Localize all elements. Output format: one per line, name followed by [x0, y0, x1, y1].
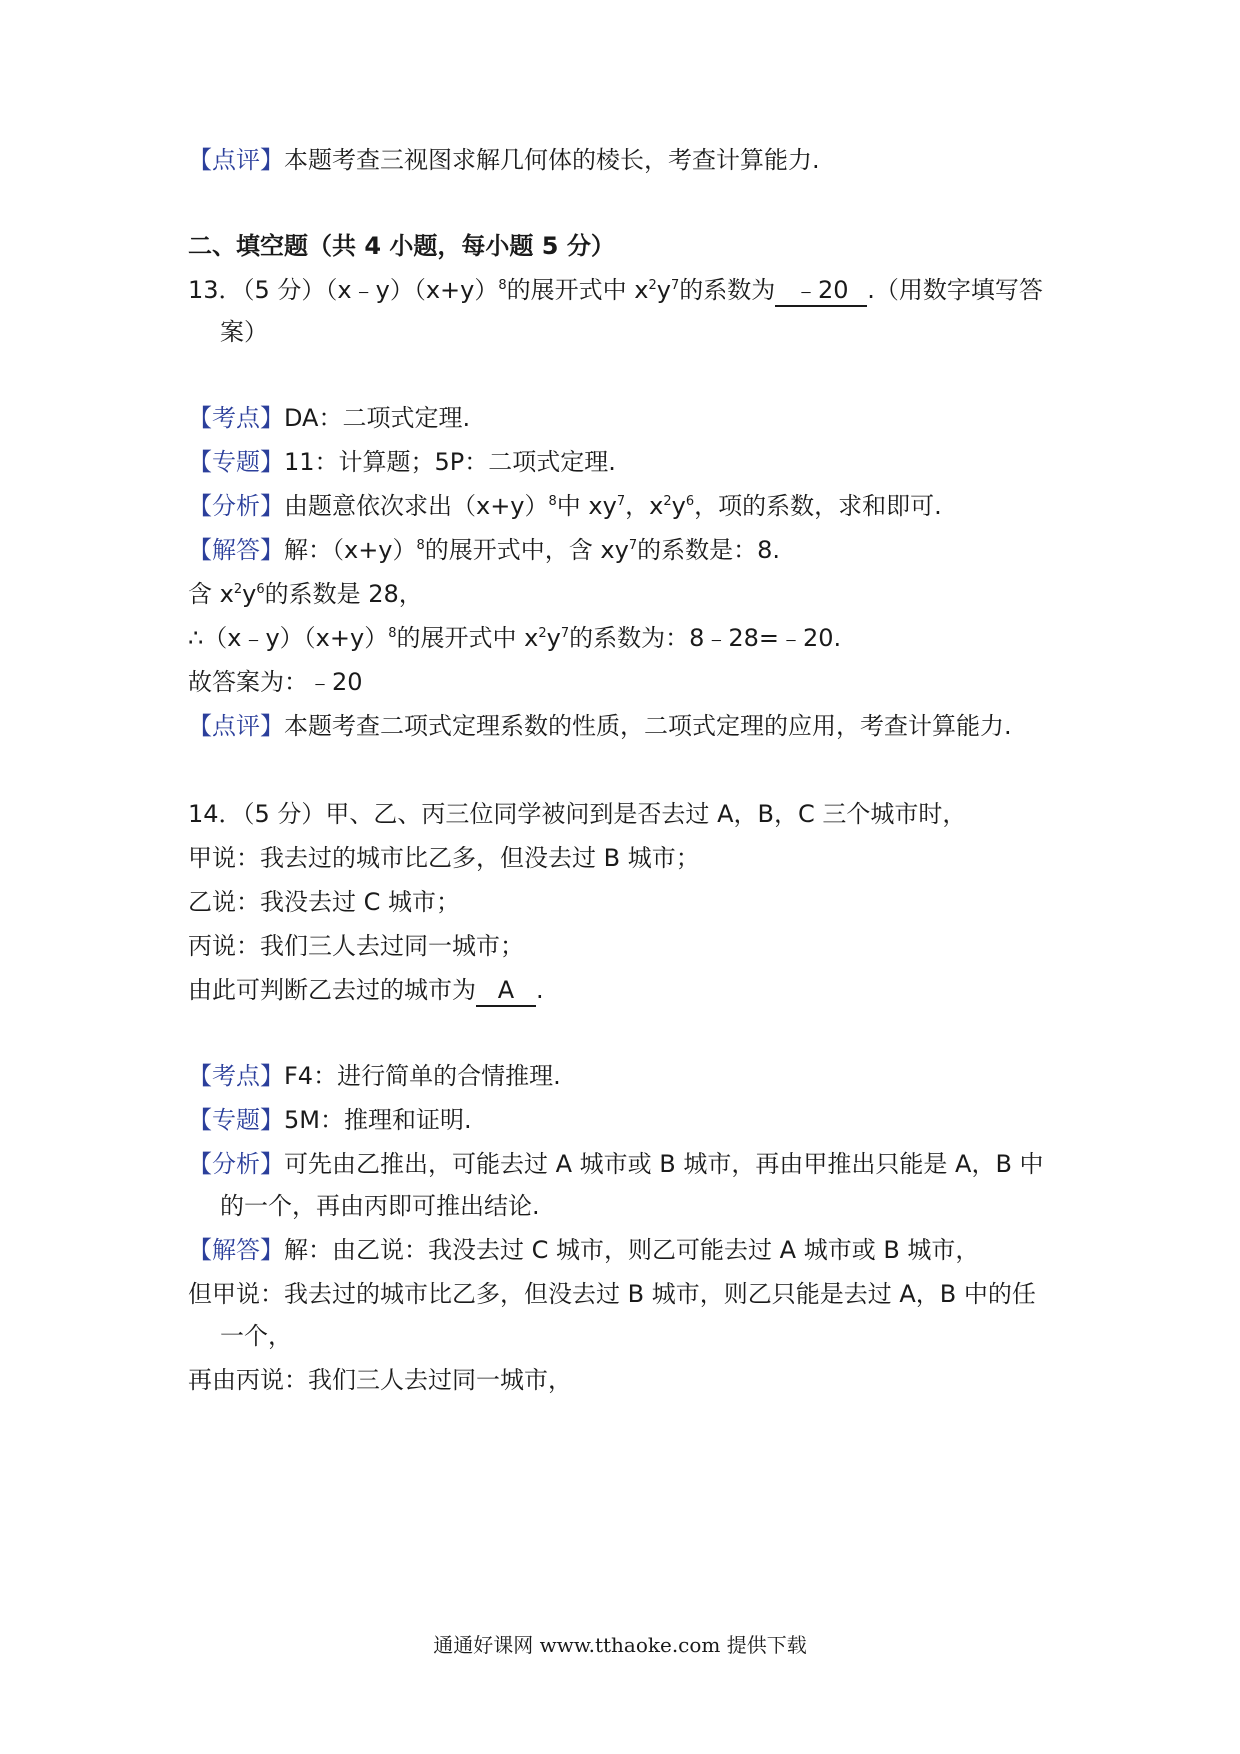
- q14-bing: 丙说：我们三人去过同一城市；: [188, 932, 524, 960]
- kaodian-tag: 【考点】: [188, 1062, 284, 1090]
- q13-answer-blank: ﹣20: [775, 275, 867, 307]
- exponent: 8: [548, 494, 557, 509]
- exponent: 7: [628, 538, 638, 553]
- zhuanti-text: 11：计算题；5P：二项式定理.: [284, 448, 616, 476]
- comment-text: 本题考查三视图求解几何体的棱长，考查计算能力.: [284, 146, 820, 174]
- q14-solution-line-2: 但甲说：我去过的城市比乙多，但没去过 B 城市，则乙只能是去过 A，B 中的任: [188, 1280, 1036, 1308]
- jieda-tag: 【解答】: [188, 1236, 284, 1264]
- q13-kaodian: [188, 400, 1068, 436]
- exponent: 2: [233, 582, 243, 597]
- fenxi-text: 由题意依次求出（x+y）: [284, 492, 549, 520]
- jieda-text: 解：（x+y）: [284, 536, 417, 564]
- q14-conclusion: [188, 972, 1068, 1008]
- q13-dianping: [188, 708, 1068, 744]
- q14-fenxi-continued: 的一个，再由丙即可推出结论.: [220, 1192, 540, 1220]
- exponent: 6: [256, 582, 265, 597]
- jieda-text: 的展开式中，含 xy: [424, 536, 629, 564]
- solution-text: 含 x: [188, 580, 234, 608]
- dianping-text: 本题考查二项式定理系数的性质，二项式定理的应用，考查计算能力.: [284, 712, 1012, 740]
- q14-kaodian: [188, 1058, 1068, 1094]
- q13-final-answer: 故答案为：﹣20: [188, 668, 363, 696]
- prev-comment-line: [188, 142, 1068, 178]
- jieda-tag: 【解答】: [188, 536, 284, 564]
- q14-zhuanti: [188, 1102, 1068, 1138]
- fenxi-tag: 【分析】: [188, 492, 284, 520]
- fenxi-text: y: [671, 492, 686, 520]
- jieda-text: 的系数是：8.: [637, 536, 781, 564]
- q13-zhuanti: [188, 444, 1068, 480]
- solution-text: 的系数是 28，: [264, 580, 423, 608]
- q14-fenxi: [188, 1146, 1068, 1182]
- fenxi-tag: 【分析】: [188, 1150, 284, 1178]
- q13-stem: [188, 272, 1068, 308]
- dianping-tag: 【点评】: [188, 712, 284, 740]
- conclusion-text: .: [536, 976, 544, 1004]
- q14-stem: 14．（5 分）甲、乙、丙三位同学被问到是否去过 A，B，C 三个城市时，: [188, 800, 967, 828]
- zhuanti-text: 5M：推理和证明.: [284, 1106, 472, 1134]
- exponent: 2: [663, 494, 672, 509]
- q13-jieda: [188, 532, 1068, 568]
- exponent: 6: [685, 494, 695, 509]
- conclusion-text: 由此可判断乙去过的城市为: [188, 976, 476, 1004]
- fenxi-text: ，项的系数，求和即可.: [694, 492, 942, 520]
- q14-jia: 甲说：我去过的城市比乙多，但没去过 B 城市；: [188, 844, 700, 872]
- fenxi-text: ，x: [625, 492, 664, 520]
- jieda-text: 解：由乙说：我没去过 C 城市，则乙可能去过 A 城市或 B 城市，: [284, 1236, 980, 1264]
- zhuanti-tag: 【专题】: [188, 448, 284, 476]
- kaodian-tag: 【考点】: [188, 404, 284, 432]
- zhuanti-tag: 【专题】: [188, 1106, 284, 1134]
- fenxi-text: 可先由乙推出，可能去过 A 城市或 B 城市，再由甲推出只能是 A，B 中: [284, 1150, 1044, 1178]
- exponent: 7: [616, 494, 626, 509]
- solution-text: 的展开式中 x: [396, 624, 539, 652]
- comment-tag: 【点评】: [188, 146, 284, 174]
- q13-exponent: 7: [670, 278, 680, 293]
- q14-solution-line-2-continued: 一个，: [220, 1322, 292, 1350]
- q13-stem-part: 的展开式中 x: [506, 276, 649, 304]
- q14-answer-blank: A: [476, 975, 536, 1007]
- q13-fenxi: [188, 488, 1068, 524]
- solution-text: y: [242, 580, 257, 608]
- kaodian-text: F4：进行简单的合情推理.: [284, 1062, 561, 1090]
- fenxi-text: 中 xy: [556, 492, 617, 520]
- q14-yi: 乙说：我没去过 C 城市；: [188, 888, 461, 916]
- q14-solution-line-3: 再由丙说：我们三人去过同一城市，: [188, 1366, 572, 1394]
- q14-jieda: [188, 1232, 1068, 1268]
- kaodian-text: DA：二项式定理.: [284, 404, 471, 432]
- section-title: 二、填空题（共 4 小题，每小题 5 分）: [188, 232, 615, 260]
- solution-text: ∴（x﹣y）（x+y）: [188, 624, 389, 652]
- solution-text: 的系数为：8﹣28=﹣20.: [569, 624, 842, 652]
- exponent: 2: [538, 626, 547, 641]
- q13-solution-line-2: [188, 576, 1068, 612]
- exponent: 7: [560, 626, 570, 641]
- exponent: 8: [416, 538, 425, 553]
- q13-stem-part: .（用数字填写答: [867, 276, 1043, 304]
- q13-solution-line-3: [188, 620, 1068, 656]
- q13-exponent: 8: [498, 278, 507, 293]
- q13-stem-part: 的系数为: [679, 276, 776, 304]
- q13-stem-continued: 案）: [220, 318, 268, 346]
- page-footer: 通通好课网 www.tthaoke.com 提供下载: [433, 1633, 807, 1657]
- solution-text: y: [546, 624, 561, 652]
- q13-stem-part: y: [656, 276, 671, 304]
- exponent: 8: [388, 626, 397, 641]
- q13-stem-part: 13．（5 分）（x﹣y）（x+y）: [188, 276, 499, 304]
- q13-exponent: 2: [648, 278, 657, 293]
